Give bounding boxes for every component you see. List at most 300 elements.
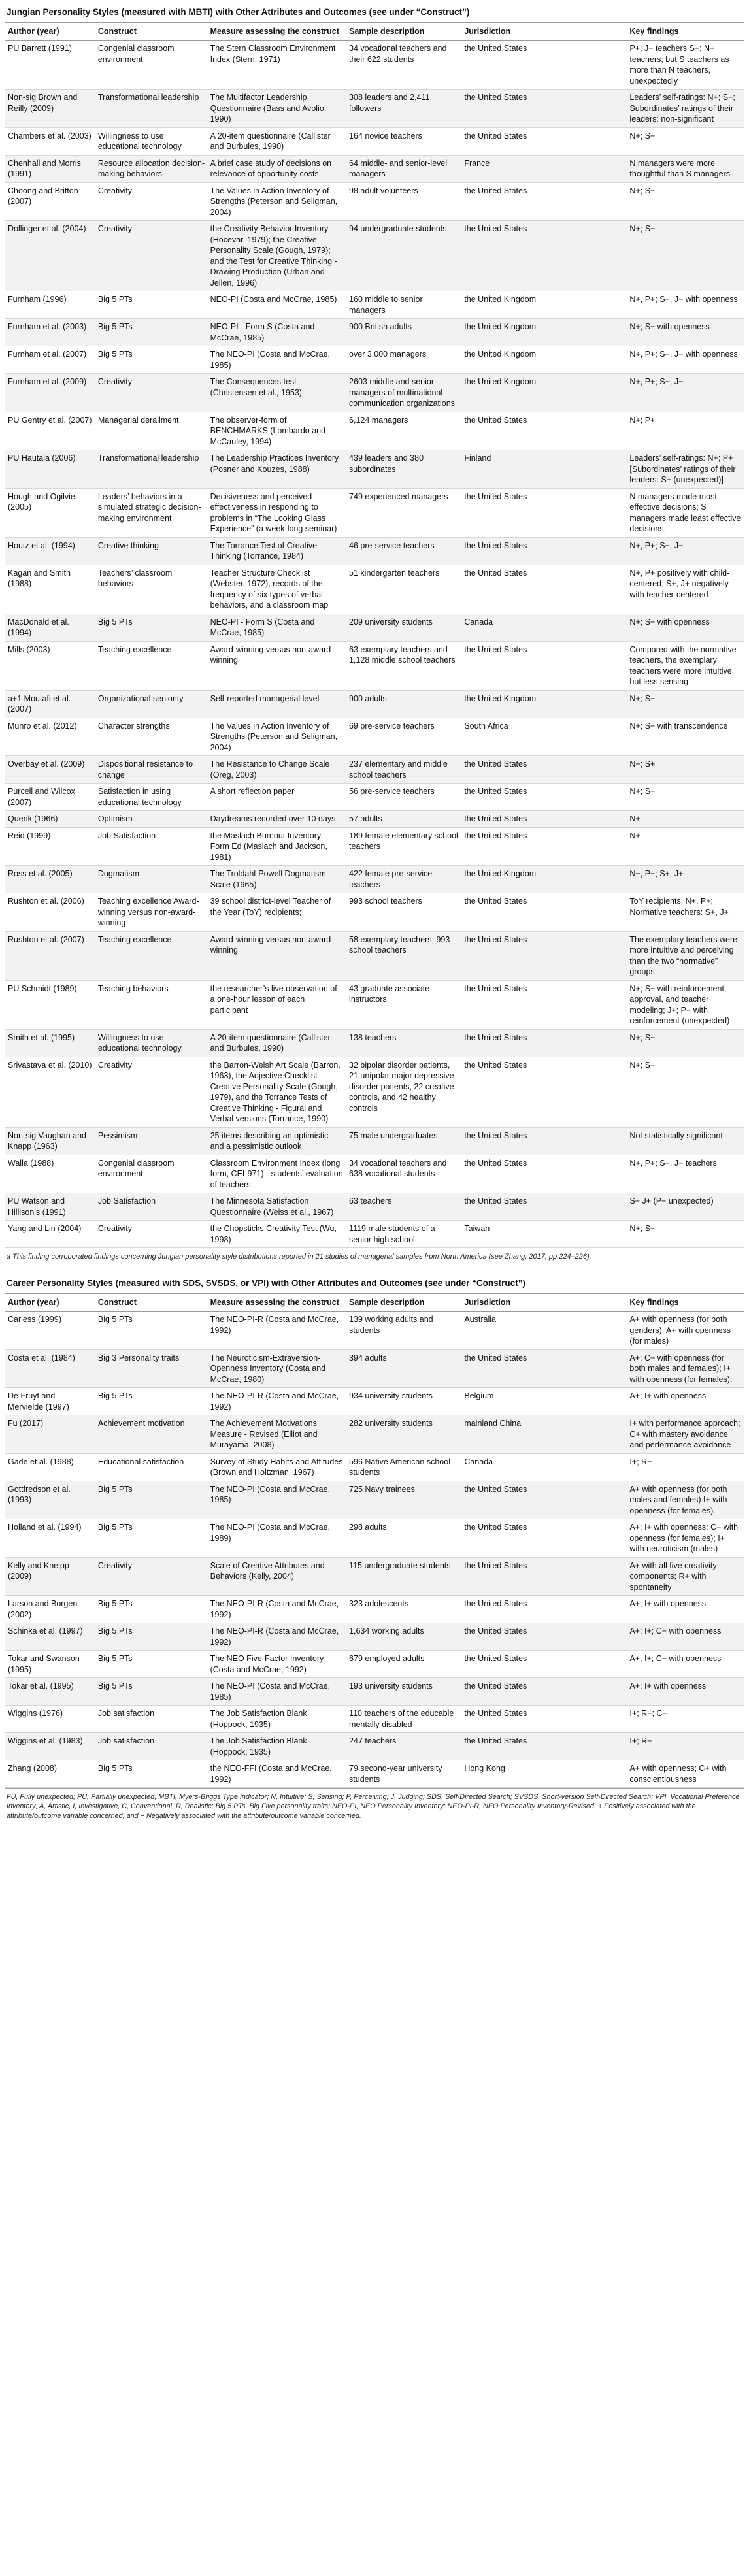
cell-findings: I+; R− <box>627 1453 744 1481</box>
table1-body <box>5 41 744 1248</box>
cell-measure: 39 school district-level Teacher of the Year (ToY) recipients; <box>208 893 346 932</box>
table2-title: Career Personality Styles (measured with SDS, SVSDS, or VPI) with Other Attributes and Outcomes (see under “Construct”) <box>5 1275 744 1294</box>
cell-jurisdiction: the United States <box>461 127 627 155</box>
cell-measure: NEO-PI - Form S (Costa and McCrae, 1985) <box>208 319 346 346</box>
cell-findings: N+; S− with openness <box>627 614 744 641</box>
cell-construct: Big 5 PTs <box>95 1760 208 1788</box>
cell-sample: 679 employed adults <box>346 1651 461 1678</box>
cell-jurisdiction: the United States <box>461 756 627 784</box>
cell-findings: N+ <box>627 827 744 866</box>
cell-sample: 94 undergraduate students <box>346 221 461 291</box>
cell-sample: 64 middle- and senior-level managers <box>346 155 461 182</box>
cell-author: Chambers et al. (2003) <box>5 127 95 155</box>
cell-sample: 1119 male students of a senior high school <box>346 1221 461 1248</box>
table-row <box>5 374 744 412</box>
cell-sample: 422 female pre-service teachers <box>346 866 461 893</box>
table-row <box>5 1221 744 1248</box>
cell-findings: Not statistically significant <box>627 1127 744 1155</box>
cell-construct: Creativity <box>95 1557 208 1596</box>
cell-author: PU Gentry et al. (2007) <box>5 412 95 450</box>
cell-author: Smith et al. (1995) <box>5 1029 95 1057</box>
cell-construct: Creativity <box>95 221 208 291</box>
cell-sample: 193 university students <box>346 1678 461 1706</box>
cell-author: Rushton et al. (2006) <box>5 893 95 932</box>
table-row <box>5 1388 744 1415</box>
cell-sample: 749 experienced managers <box>346 488 461 537</box>
table1-title: Jungian Personality Styles (measured with MBTI) with Other Attributes and Outcomes (see under “Construct”) <box>5 4 744 23</box>
header-measure: Measure assessing the construct <box>208 23 346 41</box>
cell-sample: 308 leaders and 2,411 followers <box>346 90 461 128</box>
cell-construct: Big 5 PTs <box>95 1519 208 1558</box>
cell-construct: Teaching excellence <box>95 931 208 980</box>
cell-construct: Big 5 PTs <box>95 1481 208 1519</box>
cell-author: Walla (1988) <box>5 1155 95 1193</box>
cell-jurisdiction: the United States <box>461 931 627 980</box>
table1-header-row <box>5 23 744 41</box>
cell-author: Dollinger et al. (2004) <box>5 221 95 291</box>
cell-construct: Big 5 PTs <box>95 1623 208 1651</box>
cell-measure: the Maslach Burnout Inventory - Form Ed (Maslach and Jackson, 1981) <box>208 827 346 866</box>
cell-measure: A 20-item questionnaire (Callister and Burbules, 1990) <box>208 1029 346 1057</box>
cell-measure: The Leadership Practices Inventory (Posner and Kouzes, 1988) <box>208 450 346 489</box>
table2-header-row <box>5 1294 744 1312</box>
cell-findings: I+ with performance approach; C+ with mastery avoidance and performance avoidance <box>627 1415 744 1454</box>
cell-measure: Self-reported managerial level <box>208 690 346 718</box>
cell-findings: N+; S− <box>627 1221 744 1248</box>
cell-construct: Achievement motivation <box>95 1415 208 1454</box>
cell-jurisdiction: the United States <box>461 1519 627 1558</box>
header-findings: Key findings <box>627 23 744 41</box>
cell-sample: 69 pre-service teachers <box>346 718 461 756</box>
header-measure: Measure assessing the construct <box>208 1294 346 1312</box>
cell-jurisdiction: the United States <box>461 1193 627 1221</box>
header-sample: Sample description <box>346 1294 461 1312</box>
cell-construct: Willingness to use educational technology <box>95 1029 208 1057</box>
cell-measure: Classroom Environment Index (long form, CEI-971) - students’ evaluation of teachers <box>208 1155 346 1193</box>
table-row <box>5 641 744 690</box>
cell-sample: 57 adults <box>346 811 461 828</box>
table-row <box>5 412 744 450</box>
cell-measure: The NEO-PI-R (Costa and McCrae, 1992) <box>208 1312 346 1350</box>
cell-construct: Pessimism <box>95 1127 208 1155</box>
cell-findings: I+; R−; C− <box>627 1706 744 1733</box>
cell-author: Choong and Britton (2007) <box>5 182 95 221</box>
cell-author: Reid (1999) <box>5 827 95 866</box>
cell-measure: A short reflection paper <box>208 784 346 811</box>
cell-jurisdiction: the United Kingdom <box>461 291 627 319</box>
cell-sample: 46 pre-service teachers <box>346 537 461 565</box>
cell-construct: Managerial derailment <box>95 412 208 450</box>
cell-jurisdiction: the United States <box>461 537 627 565</box>
cell-sample: 164 novice teachers <box>346 127 461 155</box>
cell-jurisdiction: South Africa <box>461 718 627 756</box>
cell-sample: 596 Native American school students <box>346 1453 461 1481</box>
cell-jurisdiction: the United States <box>461 784 627 811</box>
cell-author: Hough and Ogilvie (2005) <box>5 488 95 537</box>
cell-sample: 247 teachers <box>346 1733 461 1760</box>
cell-measure: NEO-PI (Costa and McCrae, 1985) <box>208 291 346 319</box>
cell-sample: 900 British adults <box>346 319 461 346</box>
cell-sample: 63 exemplary teachers and 1,128 middle school teachers <box>346 641 461 690</box>
cell-findings: A+ with openness; C+ with conscientiousness <box>627 1760 744 1788</box>
table-row <box>5 565 744 614</box>
cell-findings: P+; J− teachers S+; N+ teachers; but S teachers as more than N teachers, unexpectedly <box>627 41 744 90</box>
cell-jurisdiction: the United States <box>461 1127 627 1155</box>
cell-findings: N+; S− <box>627 690 744 718</box>
cell-sample: 237 elementary and middle school teachers <box>346 756 461 784</box>
cell-findings: N+, P+ positively with child-centered; S+, J+ negatively with teacher-centered <box>627 565 744 614</box>
cell-author: Purcell and Wilcox (2007) <box>5 784 95 811</box>
cell-author: PU Hautala (2006) <box>5 450 95 489</box>
cell-jurisdiction: Canada <box>461 614 627 641</box>
cell-findings: N+, P+; S−, J− with openness <box>627 291 744 319</box>
table-row <box>5 319 744 346</box>
cell-sample: 139 working adults and students <box>346 1312 461 1350</box>
table-row <box>5 931 744 980</box>
cell-measure: Survey of Study Habits and Attitudes (Brown and Holtzman, 1967) <box>208 1453 346 1481</box>
cell-measure: The Troldahl-Powell Dogmatism Scale (1965) <box>208 866 346 893</box>
cell-sample: over 3,000 managers <box>346 346 461 374</box>
table-row <box>5 614 744 641</box>
cell-construct: Big 3 Personality traits <box>95 1349 208 1388</box>
cell-findings: N+; P+ <box>627 412 744 450</box>
cell-jurisdiction: the United States <box>461 1057 627 1127</box>
cell-construct: Creativity <box>95 182 208 221</box>
cell-findings: N+ <box>627 811 744 828</box>
cell-findings: A+ with openness (for both genders); A+ with openness (for males) <box>627 1312 744 1350</box>
cell-author: Munro et al. (2012) <box>5 718 95 756</box>
table-row <box>5 718 744 756</box>
table-row <box>5 488 744 537</box>
table-row <box>5 1312 744 1350</box>
cell-jurisdiction: France <box>461 155 627 182</box>
cell-findings: A+; I+ with openness <box>627 1596 744 1623</box>
cell-measure: the NEO-FFI (Costa and McCrae, 1992) <box>208 1760 346 1788</box>
cell-findings: Leaders’ self-ratings: N+; S−; Subordinates’ ratings of their leaders: non-significant <box>627 90 744 128</box>
cell-measure: The Torrance Test of Creative Thinking (Torrance, 1984) <box>208 537 346 565</box>
cell-measure: The Stern Classroom Environment Index (Stern, 1971) <box>208 41 346 90</box>
table-row <box>5 784 744 811</box>
jungian-table <box>5 23 744 1249</box>
cell-construct: Dispositional resistance to change <box>95 756 208 784</box>
cell-construct: Teachers’ classroom behaviors <box>95 565 208 614</box>
cell-construct: Creativity <box>95 374 208 412</box>
cell-findings: S− J+ (P− unexpected) <box>627 1193 744 1221</box>
career-table <box>5 1294 744 1789</box>
cell-measure: Scale of Creative Attributes and Behaviors (Kelly, 2004) <box>208 1557 346 1596</box>
table-row <box>5 1706 744 1733</box>
cell-findings: N+, P+; S−, J− teachers <box>627 1155 744 1193</box>
cell-measure: 25 items describing an optimistic and a pessimistic outlook <box>208 1127 346 1155</box>
cell-findings: A+; I+ with openness; C− with openness (for females); I+ with neuroticism (males) <box>627 1519 744 1558</box>
cell-sample: 58 exemplary teachers; 993 school teachers <box>346 931 461 980</box>
cell-jurisdiction: the United States <box>461 90 627 128</box>
cell-author: Houtz et al. (1994) <box>5 537 95 565</box>
cell-jurisdiction: the United States <box>461 412 627 450</box>
cell-jurisdiction: the United Kingdom <box>461 346 627 374</box>
cell-findings: N+; S− with openness <box>627 319 744 346</box>
cell-jurisdiction: the United Kingdom <box>461 374 627 412</box>
cell-measure: Decisiveness and perceived effectiveness in responding to problems in “The Looking Glass Experience” (a week-long seminar) <box>208 488 346 537</box>
cell-jurisdiction: Belgium <box>461 1388 627 1415</box>
cell-jurisdiction: the United States <box>461 41 627 90</box>
table-row <box>5 291 744 319</box>
table-row <box>5 1057 744 1127</box>
cell-measure: Award-winning versus non-award-winning <box>208 931 346 980</box>
cell-sample: 34 vocational teachers and 638 vocational students <box>346 1155 461 1193</box>
cell-jurisdiction: the United States <box>461 1733 627 1760</box>
cell-author: Furnham (1996) <box>5 291 95 319</box>
cell-findings: N+, P+; S−, J− with openness <box>627 346 744 374</box>
cell-measure: The NEO-PI-R (Costa and McCrae, 1992) <box>208 1623 346 1651</box>
cell-measure: The Resistance to Change Scale (Oreg, 2003) <box>208 756 346 784</box>
cell-sample: 900 adults <box>346 690 461 718</box>
cell-jurisdiction: the United States <box>461 980 627 1029</box>
cell-sample: 138 teachers <box>346 1029 461 1057</box>
cell-measure: The NEO-PI (Costa and McCrae, 1985) <box>208 1678 346 1706</box>
table-row <box>5 450 744 489</box>
cell-findings: N−; S+ <box>627 756 744 784</box>
cell-author: Kagan and Smith (1988) <box>5 565 95 614</box>
cell-jurisdiction: the United States <box>461 221 627 291</box>
table-row <box>5 1481 744 1519</box>
cell-jurisdiction: the United States <box>461 488 627 537</box>
cell-author: Yang and Lin (2004) <box>5 1221 95 1248</box>
cell-author: Fu (2017) <box>5 1415 95 1454</box>
cell-jurisdiction: the United States <box>461 893 627 932</box>
cell-measure: the Barron-Welsh Art Scale (Barron, 1963), the Adjective Checklist Creative Personality Scale (Gough, 1979), and the Torrance Tests of Creative Thinking - Figural and Verbal versions (Torrance, 1990) <box>208 1057 346 1127</box>
cell-sample: 43 graduate associate instructors <box>346 980 461 1029</box>
table-row <box>5 182 744 221</box>
cell-measure: the Creativity Behavior Inventory (Hocevar, 1979); the Creative Personality Scale (Gough, 1979); and the Test for Creative Thinking - Drawing Production (Urban and Jellen, 1996) <box>208 221 346 291</box>
cell-jurisdiction: the United States <box>461 1155 627 1193</box>
cell-construct: Big 5 PTs <box>95 1388 208 1415</box>
cell-sample: 56 pre-service teachers <box>346 784 461 811</box>
cell-findings: A+; I+ with openness <box>627 1388 744 1415</box>
cell-construct: Dogmatism <box>95 866 208 893</box>
cell-sample: 32 bipolar disorder patients, 21 unipolar major depressive disorder patients, 22 creative controls, and 42 healthy controls <box>346 1057 461 1127</box>
cell-author: Wiggins et al. (1983) <box>5 1733 95 1760</box>
cell-findings: N+; S− with transcendence <box>627 718 744 756</box>
cell-construct: Leaders’ behaviors in a simulated strategic decision-making environment <box>95 488 208 537</box>
table-row <box>5 127 744 155</box>
cell-jurisdiction: the United States <box>461 811 627 828</box>
table-row <box>5 980 744 1029</box>
cell-author: Srivastava et al. (2010) <box>5 1057 95 1127</box>
cell-jurisdiction: the United States <box>461 565 627 614</box>
table-row <box>5 1029 744 1057</box>
cell-sample: 282 university students <box>346 1415 461 1454</box>
cell-author: Larson and Borgen (2002) <box>5 1596 95 1623</box>
cell-sample: 34 vocational teachers and their 622 students <box>346 41 461 90</box>
cell-measure: The Multifactor Leadership Questionnaire (Bass and Avolio, 1990) <box>208 90 346 128</box>
cell-construct: Transformational leadership <box>95 450 208 489</box>
cell-jurisdiction: mainland China <box>461 1415 627 1454</box>
cell-construct: Teaching excellence Award-winning versus non-award-winning <box>95 893 208 932</box>
cell-author: Tokar et al. (1995) <box>5 1678 95 1706</box>
table-row <box>5 1760 744 1788</box>
cell-findings: N−, P−; S+, J+ <box>627 866 744 893</box>
table-row <box>5 221 744 291</box>
cell-findings: A+; I+; C− with openness <box>627 1623 744 1651</box>
cell-jurisdiction: the United States <box>461 1349 627 1388</box>
table-row <box>5 1519 744 1558</box>
cell-sample: 298 adults <box>346 1519 461 1558</box>
cell-measure: The Achievement Motivations Measure - Revised (Elliot and Murayama, 2008) <box>208 1415 346 1454</box>
cell-measure: The NEO-PI (Costa and McCrae, 1985) <box>208 346 346 374</box>
cell-jurisdiction: the United States <box>461 641 627 690</box>
table-row <box>5 346 744 374</box>
cell-measure: The NEO-PI-R (Costa and McCrae, 1992) <box>208 1596 346 1623</box>
header-jurisdiction: Jurisdiction <box>461 1294 627 1312</box>
cell-measure: The NEO-PI (Costa and McCrae, 1989) <box>208 1519 346 1558</box>
cell-author: MacDonald et al. (1994) <box>5 614 95 641</box>
cell-author: a+1 Moutafi et al. (2007) <box>5 690 95 718</box>
cell-sample: 725 Navy trainees <box>346 1481 461 1519</box>
cell-author: Schinka et al. (1997) <box>5 1623 95 1651</box>
cell-findings: ToY recipients: N+, P+; Normative teachers: S+, J+ <box>627 893 744 932</box>
header-jurisdiction: Jurisdiction <box>461 23 627 41</box>
cell-measure: The Values in Action Inventory of Strengths (Peterson and Seligman, 2004) <box>208 182 346 221</box>
header-author: Author (year) <box>5 1294 95 1312</box>
cell-jurisdiction: Australia <box>461 1312 627 1350</box>
cell-jurisdiction: Hong Kong <box>461 1760 627 1788</box>
cell-author: Furnham et al. (2007) <box>5 346 95 374</box>
cell-jurisdiction: Canada <box>461 1453 627 1481</box>
cell-jurisdiction: Taiwan <box>461 1221 627 1248</box>
cell-author: Quenk (1966) <box>5 811 95 828</box>
cell-jurisdiction: the United States <box>461 827 627 866</box>
cell-findings: N managers were more thoughtful than S managers <box>627 155 744 182</box>
cell-author: Furnham et al. (2003) <box>5 319 95 346</box>
cell-author: Tokar and Swanson (1995) <box>5 1651 95 1678</box>
table-row <box>5 155 744 182</box>
header-author: Author (year) <box>5 23 95 41</box>
cell-measure: The observer-form of BENCHMARKS (Lombardo and McCauley, 1994) <box>208 412 346 450</box>
cell-measure: Award-winning versus non-award-winning <box>208 641 346 690</box>
cell-construct: Big 5 PTs <box>95 1596 208 1623</box>
cell-measure: The Job Satisfaction Blank (Hoppock, 1935) <box>208 1706 346 1733</box>
cell-measure: A brief case study of decisions on relevance of opportunity costs <box>208 155 346 182</box>
cell-construct: Character strengths <box>95 718 208 756</box>
table2-body <box>5 1312 744 1788</box>
cell-author: Non-sig Vaughan and Knapp (1963) <box>5 1127 95 1155</box>
cell-measure: The Minnesota Satisfaction Questionnaire (Weiss et al., 1967) <box>208 1193 346 1221</box>
cell-sample: 189 female elementary school teachers <box>346 827 461 866</box>
abbreviation-legend: FU, Fully unexpected; PU, Partially unexpected; MBTI, Myers-Briggs Type Indicator; N, Intuitive; S, Sensing; P, Perceiving; J, Judging; SDS, Self-Directed Search; SVSDS, Short-version Self-Directed Search; VPI, Vocational Preference Inventory; A, Artistic, I, Investigative, C, Conventional, R, Realistic; Big 5 PTs, Big Five personality traits; NEO-PI, NEO Personality Inventory; NEO-PI-R, NEO Personality Inventory-Revised. + Positively associated with the attribute/outcome variable concerned; and − Negatively associated with the attribute/outcome variable concerned. <box>5 1788 744 1823</box>
cell-findings: A+; I+; C− with openness <box>627 1651 744 1678</box>
cell-measure: The Neuroticism-Extraversion-Openness Inventory (Costa and McCrae, 1980) <box>208 1349 346 1388</box>
header-construct: Construct <box>95 23 208 41</box>
table1-footnote: a This finding corroborated findings concerning Jungian personality style distributions reported in 21 studies of managerial samples from North America (see Zhang, 2017, pp.224–226). <box>7 1253 591 1261</box>
cell-construct: Optimism <box>95 811 208 828</box>
cell-measure: Teacher Structure Checklist (Webster, 1972), records of the frequency of six types of verbal behaviors, and a classroom map <box>208 565 346 614</box>
cell-construct: Big 5 PTs <box>95 1312 208 1350</box>
cell-findings: N+; S− with reinforcement, approval, and teacher modeling; J+; P− with reinforcement (unexpected) <box>627 980 744 1029</box>
cell-measure: the Chopsticks Creativity Test (Wu, 1998) <box>208 1221 346 1248</box>
cell-jurisdiction: the United States <box>461 1706 627 1733</box>
table-row <box>5 1415 744 1454</box>
table-row <box>5 1596 744 1623</box>
cell-jurisdiction: the United States <box>461 1557 627 1596</box>
cell-findings: The exemplary teachers were more intuitive and perceiving than the two “normative” groups <box>627 931 744 980</box>
cell-jurisdiction: the United Kingdom <box>461 319 627 346</box>
table-row <box>5 1193 744 1221</box>
cell-author: Gottfredson et al. (1993) <box>5 1481 95 1519</box>
table-row <box>5 1127 744 1155</box>
cell-author: Carless (1999) <box>5 1312 95 1350</box>
cell-construct: Big 5 PTs <box>95 319 208 346</box>
cell-measure: The Consequences test (Christensen et al., 1953) <box>208 374 346 412</box>
table-row <box>5 756 744 784</box>
cell-sample: 2603 middle and senior managers of multinational communication organizations <box>346 374 461 412</box>
cell-findings: N+, P+; S−, J− <box>627 374 744 412</box>
table-row <box>5 1623 744 1651</box>
cell-measure: The NEO Five-Factor Inventory (Costa and McCrae, 1992) <box>208 1651 346 1678</box>
cell-sample: 115 undergraduate students <box>346 1557 461 1596</box>
cell-author: Mills (2003) <box>5 641 95 690</box>
header-construct: Construct <box>95 1294 208 1312</box>
cell-findings: Compared with the normative teachers, the exemplary teachers were more intuitive but less sensing <box>627 641 744 690</box>
cell-sample: 934 university students <box>346 1388 461 1415</box>
cell-findings: N+; S− <box>627 1029 744 1057</box>
cell-construct: Teaching excellence <box>95 641 208 690</box>
cell-sample: 1,634 working adults <box>346 1623 461 1651</box>
cell-sample: 79 second-year university students <box>346 1760 461 1788</box>
table-row <box>5 1678 744 1706</box>
cell-construct: Job Satisfaction <box>95 1193 208 1221</box>
cell-sample: 75 male undergraduates <box>346 1127 461 1155</box>
cell-measure: NEO-PI - Form S (Costa and McCrae, 1985) <box>208 614 346 641</box>
cell-construct: Teaching behaviors <box>95 980 208 1029</box>
cell-jurisdiction: the United States <box>461 1596 627 1623</box>
cell-author: Zhang (2008) <box>5 1760 95 1788</box>
table-row <box>5 866 744 893</box>
table-row <box>5 1155 744 1193</box>
cell-sample: 51 kindergarten teachers <box>346 565 461 614</box>
cell-sample: 6,124 managers <box>346 412 461 450</box>
cell-findings: I+; R− <box>627 1733 744 1760</box>
cell-author: Rushton et al. (2007) <box>5 931 95 980</box>
table-row <box>5 811 744 828</box>
cell-jurisdiction: Finland <box>461 450 627 489</box>
cell-construct: Resource allocation decision-making behaviors <box>95 155 208 182</box>
cell-sample: 98 adult volunteers <box>346 182 461 221</box>
cell-jurisdiction: the United Kingdom <box>461 866 627 893</box>
cell-construct: Big 5 PTs <box>95 291 208 319</box>
cell-sample: 63 teachers <box>346 1193 461 1221</box>
cell-findings: N+; S− <box>627 1057 744 1127</box>
cell-construct: Creativity <box>95 1057 208 1127</box>
cell-author: Wiggins (1976) <box>5 1706 95 1733</box>
cell-sample: 394 adults <box>346 1349 461 1388</box>
cell-construct: Congenial classroom environment <box>95 41 208 90</box>
header-sample: Sample description <box>346 23 461 41</box>
cell-measure: The NEO-PI-R (Costa and McCrae, 1992) <box>208 1388 346 1415</box>
cell-author: Gade et al. (1988) <box>5 1453 95 1481</box>
cell-construct: Creative thinking <box>95 537 208 565</box>
table-row <box>5 1557 744 1596</box>
cell-author: PU Watson and Hillison’s (1991) <box>5 1193 95 1221</box>
cell-construct: Educational satisfaction <box>95 1453 208 1481</box>
header-findings: Key findings <box>627 1294 744 1312</box>
cell-author: PU Schmidt (1989) <box>5 980 95 1029</box>
cell-measure: Daydreams recorded over 10 days <box>208 811 346 828</box>
cell-construct: Organizational seniority <box>95 690 208 718</box>
cell-findings: A+; I+ with openness <box>627 1678 744 1706</box>
cell-author: De Fruyt and Mervielde (1997) <box>5 1388 95 1415</box>
cell-findings: N+; S− <box>627 127 744 155</box>
